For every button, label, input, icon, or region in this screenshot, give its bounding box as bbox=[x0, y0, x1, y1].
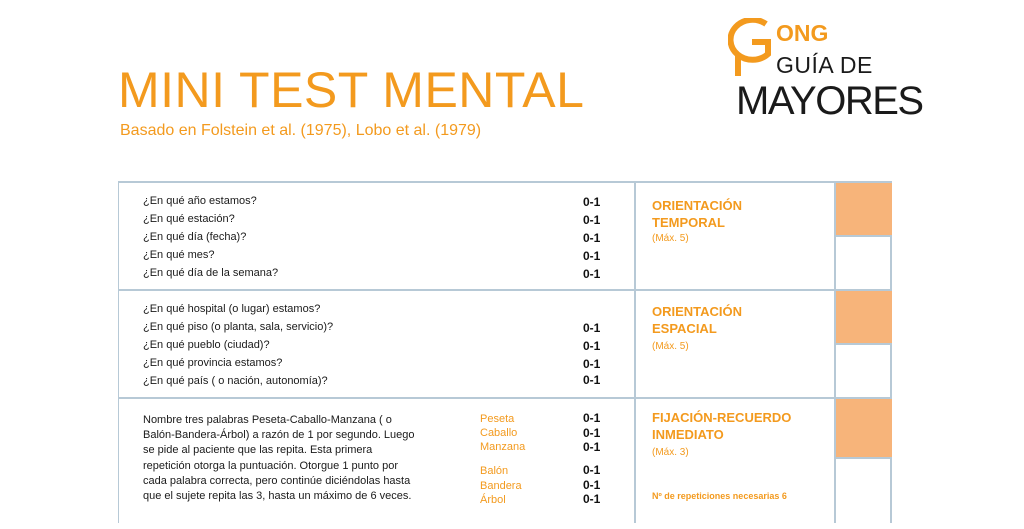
word-item: Árbol bbox=[480, 494, 506, 506]
word-score: 0-1 bbox=[583, 411, 601, 425]
category-max: (Máx. 5) bbox=[652, 341, 689, 352]
category-title-line1: FIJACIÓN-RECUERDO bbox=[652, 410, 792, 425]
word-score: 0-1 bbox=[583, 426, 601, 440]
question-text: ¿En qué día de la semana? bbox=[143, 267, 279, 279]
question-text: ¿En qué país ( o nación, autonomía)? bbox=[143, 375, 328, 387]
question-text: ¿En qué día (fecha)? bbox=[143, 231, 247, 243]
word-item: Peseta bbox=[480, 413, 515, 425]
ong-guia-de-mayores-logo bbox=[728, 18, 923, 123]
category-title-line1: ORIENTACIÓN bbox=[652, 304, 743, 319]
category-title-line2: TEMPORAL bbox=[652, 215, 725, 230]
question-text: ¿En qué año estamos? bbox=[143, 195, 257, 207]
page-title: MINI TEST MENTAL bbox=[118, 62, 585, 118]
question-score: 0-1 bbox=[583, 249, 601, 263]
test-form-table bbox=[118, 181, 892, 523]
word-score: 0-1 bbox=[583, 440, 601, 454]
score-box-total[interactable] bbox=[836, 183, 892, 235]
score-box-divider bbox=[836, 457, 892, 459]
section-fijacion-recuerdo-inmediato bbox=[119, 399, 892, 529]
category-title-line2: ESPACIAL bbox=[652, 321, 717, 336]
repetitions-label: Nº de repeticiones necesarias 6 bbox=[652, 491, 787, 501]
question-score: 0-1 bbox=[583, 213, 601, 227]
score-box-total[interactable] bbox=[836, 399, 892, 457]
word-item: Caballo bbox=[480, 427, 518, 439]
question-score: 0-1 bbox=[583, 231, 601, 245]
category-title bbox=[652, 303, 822, 337]
category-title bbox=[652, 197, 822, 231]
score-box-divider bbox=[836, 235, 892, 237]
word-score: 0-1 bbox=[583, 463, 601, 477]
word-item: Manzana bbox=[480, 441, 526, 453]
question-score: 0-1 bbox=[583, 339, 601, 353]
word-score: 0-1 bbox=[583, 492, 601, 506]
page-subtitle: Basado en Folstein et al. (1975), Lobo et al. (1979) bbox=[120, 122, 482, 139]
question-score: 0-1 bbox=[583, 321, 601, 335]
logo-ong-text: ONG bbox=[776, 20, 829, 46]
question-text: ¿En qué provincia estamos? bbox=[143, 357, 283, 369]
gdm-logo-mark-icon bbox=[728, 18, 778, 78]
logo-mayores-text: MAYORES bbox=[736, 79, 923, 123]
question-score: 0-1 bbox=[583, 357, 601, 371]
section-orientacion-espacial bbox=[119, 291, 892, 399]
score-box-divider bbox=[836, 343, 892, 345]
question-score: 0-1 bbox=[583, 267, 601, 281]
section-orientacion-temporal bbox=[119, 183, 892, 291]
question-text: ¿En qué hospital (o lugar) estamos? bbox=[143, 303, 321, 315]
question-score: 0-1 bbox=[583, 195, 601, 209]
category-max: (Máx. 3) bbox=[652, 447, 689, 458]
score-box-total[interactable] bbox=[836, 291, 892, 343]
category-title-line2: INMEDIATO bbox=[652, 427, 724, 442]
question-score: 0-1 bbox=[583, 373, 601, 387]
word-item: Bandera bbox=[480, 480, 522, 492]
category-title bbox=[652, 409, 822, 443]
instructions-text: Nombre tres palabras Peseta-Caballo-Manzana ( o Balón-Bandera-Árbol) a razón de 1 por segundo. Luego se pide al paciente que las repita. Esta primera repetición otorga la puntuación. Otorgue 1 punto por cada palabra correcta, pero continúe diciéndolas hasta que el sujete repita las 3, hasta un máximo de 6 veces. bbox=[143, 414, 415, 503]
question-text: ¿En qué piso (o planta, sala, servicio)? bbox=[143, 321, 334, 333]
question-text: ¿En qué estación? bbox=[143, 213, 235, 225]
logo-guia-de-text: GUÍA DE bbox=[776, 52, 873, 78]
category-title-line1: ORIENTACIÓN bbox=[652, 198, 743, 213]
word-score: 0-1 bbox=[583, 478, 601, 492]
word-item: Balón bbox=[480, 465, 509, 477]
question-text: ¿En qué mes? bbox=[143, 249, 215, 261]
category-max: (Máx. 5) bbox=[652, 233, 689, 244]
question-text: ¿En qué pueblo (ciudad)? bbox=[143, 339, 270, 351]
